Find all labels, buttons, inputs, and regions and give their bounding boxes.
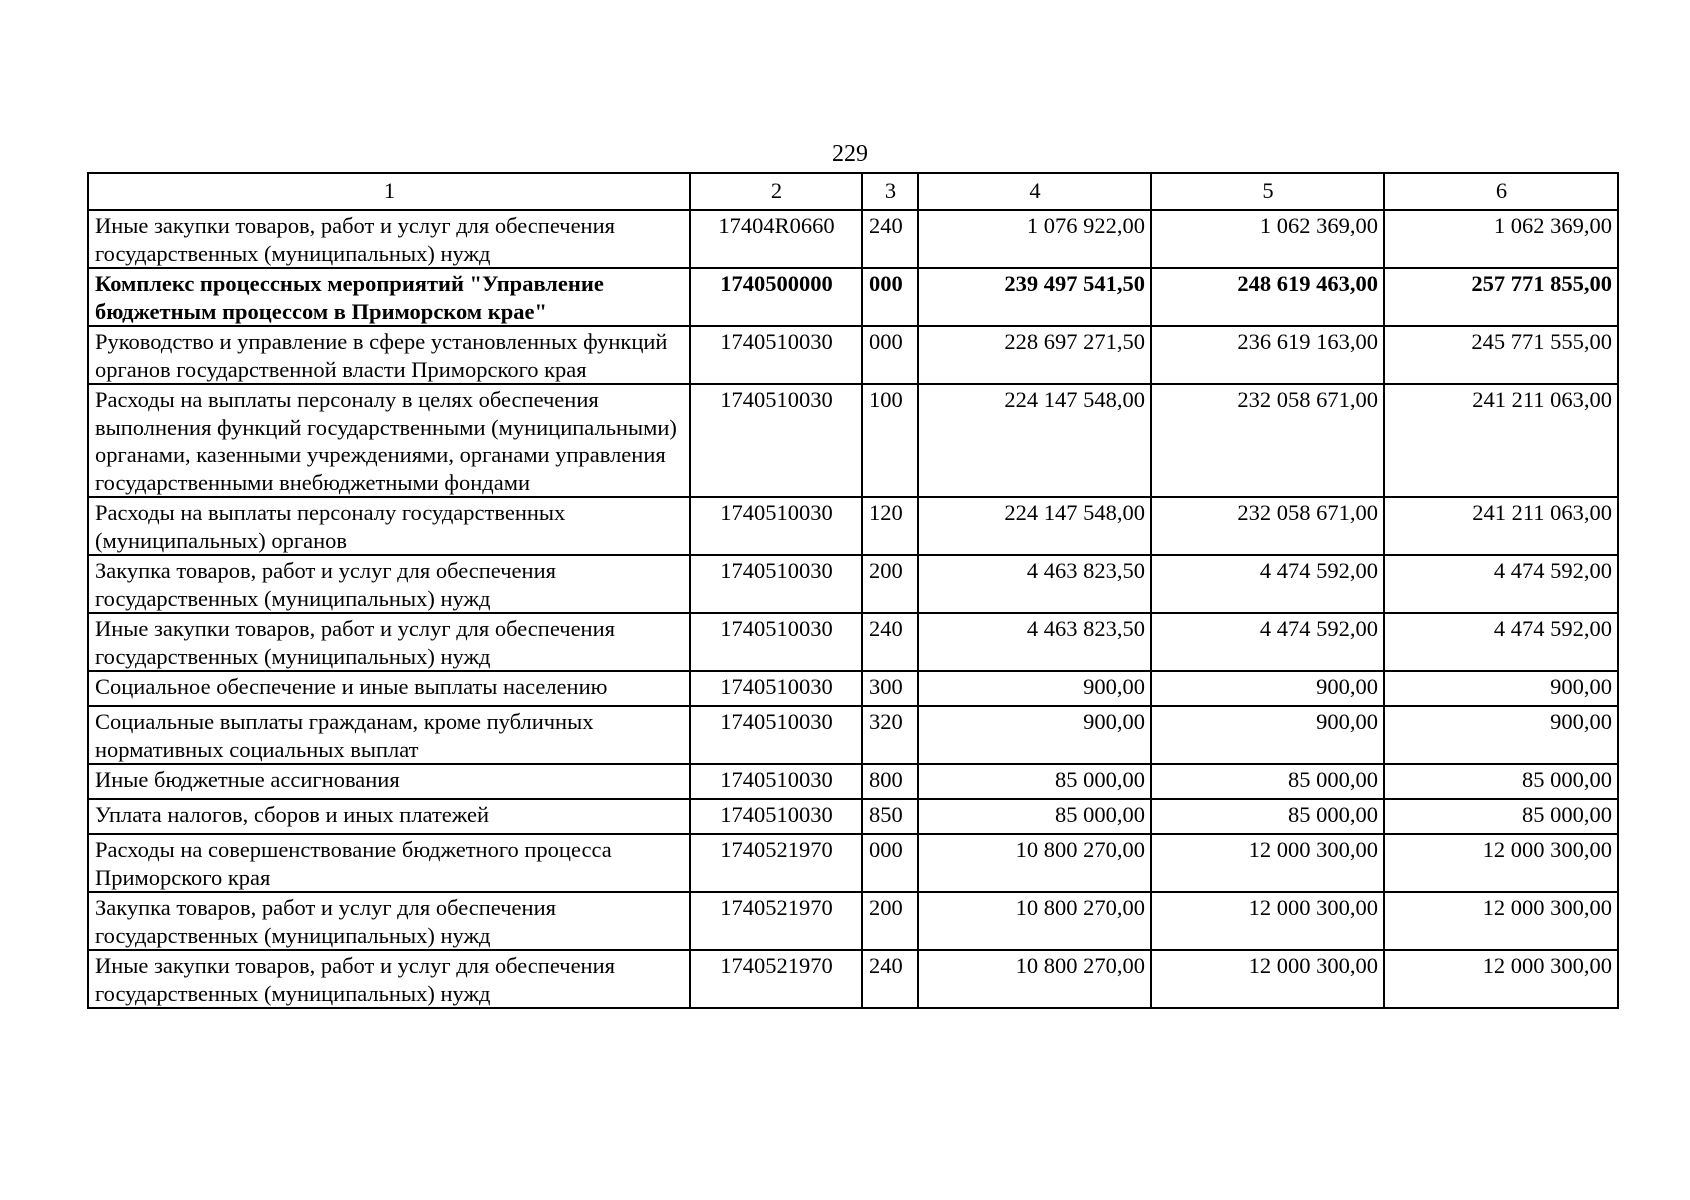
row-amount-col4: 4 463 823,50 bbox=[918, 555, 1151, 613]
table-row bbox=[88, 671, 1618, 706]
table-row bbox=[88, 268, 1618, 326]
table-row bbox=[88, 834, 1618, 892]
row-target-code: 1740510030 bbox=[690, 326, 862, 384]
row-amount-col6: 85 000,00 bbox=[1384, 799, 1618, 834]
row-expense-type: 200 bbox=[862, 555, 918, 613]
row-target-code: 1740510030 bbox=[690, 706, 862, 764]
row-amount-col5: 900,00 bbox=[1151, 671, 1384, 706]
column-header: 5 bbox=[1151, 173, 1384, 210]
row-expense-type: 240 bbox=[862, 210, 918, 268]
row-amount-col6: 12 000 300,00 bbox=[1384, 950, 1618, 1008]
row-amount-col4: 85 000,00 bbox=[918, 799, 1151, 834]
row-amount-col5: 236 619 163,00 bbox=[1151, 326, 1384, 384]
row-description: Закупка товаров, работ и услуг для обеспечения государственных (муниципальных) нужд bbox=[88, 555, 690, 613]
table-row bbox=[88, 555, 1618, 613]
row-description: Социальное обеспечение и иные выплаты населению bbox=[88, 671, 690, 706]
row-amount-col5: 4 474 592,00 bbox=[1151, 613, 1384, 671]
row-expense-type: 120 bbox=[862, 497, 918, 555]
row-amount-col4: 1 076 922,00 bbox=[918, 210, 1151, 268]
row-description: Иные закупки товаров, работ и услуг для обеспечения государственных (муниципальных) нужд bbox=[88, 613, 690, 671]
row-target-code: 1740510030 bbox=[690, 671, 862, 706]
row-amount-col6: 1 062 369,00 bbox=[1384, 210, 1618, 268]
row-target-code: 1740510030 bbox=[690, 799, 862, 834]
table-header bbox=[88, 173, 1618, 210]
row-amount-col4: 224 147 548,00 bbox=[918, 384, 1151, 497]
row-amount-col4: 228 697 271,50 bbox=[918, 326, 1151, 384]
column-header: 3 bbox=[862, 173, 918, 210]
row-target-code: 1740510030 bbox=[690, 384, 862, 497]
row-expense-type: 200 bbox=[862, 892, 918, 950]
table-row bbox=[88, 613, 1618, 671]
row-amount-col4: 239 497 541,50 bbox=[918, 268, 1151, 326]
table-row bbox=[88, 210, 1618, 268]
row-amount-col4: 900,00 bbox=[918, 706, 1151, 764]
row-description: Расходы на выплаты персоналу в целях обеспечения выполнения функций государственными (муниципальными) органами, казенными учреждениями, органами управления государственными внебюджетными фондами bbox=[88, 384, 690, 497]
row-amount-col6: 257 771 855,00 bbox=[1384, 268, 1618, 326]
row-expense-type: 800 bbox=[862, 764, 918, 799]
row-amount-col5: 4 474 592,00 bbox=[1151, 555, 1384, 613]
row-expense-type: 320 bbox=[862, 706, 918, 764]
row-description: Уплата налогов, сборов и иных платежей bbox=[88, 799, 690, 834]
row-description: Расходы на совершенствование бюджетного процесса Приморского края bbox=[88, 834, 690, 892]
row-description: Социальные выплаты гражданам, кроме публичных нормативных социальных выплат bbox=[88, 706, 690, 764]
row-amount-col6: 241 211 063,00 bbox=[1384, 497, 1618, 555]
column-header: 1 bbox=[88, 173, 690, 210]
row-expense-type: 240 bbox=[862, 613, 918, 671]
row-description: Расходы на выплаты персоналу государственных (муниципальных) органов bbox=[88, 497, 690, 555]
row-target-code: 1740521970 bbox=[690, 892, 862, 950]
column-header: 6 bbox=[1384, 173, 1618, 210]
row-amount-col6: 900,00 bbox=[1384, 671, 1618, 706]
row-expense-type: 000 bbox=[862, 268, 918, 326]
page-number: 229 bbox=[832, 141, 868, 167]
row-description: Руководство и управление в сфере установленных функций органов государственной власти Приморского края bbox=[88, 326, 690, 384]
table-body bbox=[88, 210, 1618, 1008]
budget-table bbox=[87, 172, 1619, 1009]
row-amount-col6: 4 474 592,00 bbox=[1384, 613, 1618, 671]
row-target-code: 1740510030 bbox=[690, 764, 862, 799]
column-header: 2 bbox=[690, 173, 862, 210]
row-amount-col6: 12 000 300,00 bbox=[1384, 834, 1618, 892]
row-description: Иные закупки товаров, работ и услуг для обеспечения государственных (муниципальных) нужд bbox=[88, 950, 690, 1008]
row-expense-type: 100 bbox=[862, 384, 918, 497]
row-amount-col4: 900,00 bbox=[918, 671, 1151, 706]
row-amount-col4: 10 800 270,00 bbox=[918, 950, 1151, 1008]
row-amount-col4: 85 000,00 bbox=[918, 764, 1151, 799]
row-expense-type: 240 bbox=[862, 950, 918, 1008]
row-expense-type: 300 bbox=[862, 671, 918, 706]
row-description: Комплекс процессных мероприятий "Управление бюджетным процессом в Приморском крае" bbox=[88, 268, 690, 326]
table-row bbox=[88, 799, 1618, 834]
row-amount-col6: 4 474 592,00 bbox=[1384, 555, 1618, 613]
row-expense-type: 000 bbox=[862, 834, 918, 892]
row-amount-col6: 245 771 555,00 bbox=[1384, 326, 1618, 384]
row-amount-col5: 1 062 369,00 bbox=[1151, 210, 1384, 268]
row-amount-col5: 12 000 300,00 bbox=[1151, 950, 1384, 1008]
header-row bbox=[88, 173, 1618, 210]
row-expense-type: 850 bbox=[862, 799, 918, 834]
column-header: 4 bbox=[918, 173, 1151, 210]
table-row bbox=[88, 384, 1618, 497]
table-row bbox=[88, 326, 1618, 384]
row-amount-col5: 232 058 671,00 bbox=[1151, 497, 1384, 555]
row-target-code: 1740500000 bbox=[690, 268, 862, 326]
row-amount-col4: 4 463 823,50 bbox=[918, 613, 1151, 671]
row-expense-type: 000 bbox=[862, 326, 918, 384]
row-amount-col5: 85 000,00 bbox=[1151, 799, 1384, 834]
row-amount-col6: 241 211 063,00 bbox=[1384, 384, 1618, 497]
row-amount-col5: 900,00 bbox=[1151, 706, 1384, 764]
row-description: Закупка товаров, работ и услуг для обеспечения государственных (муниципальных) нужд bbox=[88, 892, 690, 950]
row-amount-col4: 224 147 548,00 bbox=[918, 497, 1151, 555]
row-target-code: 1740510030 bbox=[690, 613, 862, 671]
row-amount-col5: 248 619 463,00 bbox=[1151, 268, 1384, 326]
table-row bbox=[88, 706, 1618, 764]
row-amount-col4: 10 800 270,00 bbox=[918, 892, 1151, 950]
row-description: Иные бюджетные ассигнования bbox=[88, 764, 690, 799]
table-row bbox=[88, 892, 1618, 950]
row-target-code: 1740510030 bbox=[690, 497, 862, 555]
row-amount-col5: 12 000 300,00 bbox=[1151, 892, 1384, 950]
table-row bbox=[88, 764, 1618, 799]
row-amount-col4: 10 800 270,00 bbox=[918, 834, 1151, 892]
table-row bbox=[88, 497, 1618, 555]
row-amount-col6: 12 000 300,00 bbox=[1384, 892, 1618, 950]
row-amount-col5: 12 000 300,00 bbox=[1151, 834, 1384, 892]
row-target-code: 1740521970 bbox=[690, 950, 862, 1008]
row-target-code: 1740510030 bbox=[690, 555, 862, 613]
row-target-code: 1740521970 bbox=[690, 834, 862, 892]
row-amount-col5: 232 058 671,00 bbox=[1151, 384, 1384, 497]
row-amount-col5: 85 000,00 bbox=[1151, 764, 1384, 799]
row-amount-col6: 900,00 bbox=[1384, 706, 1618, 764]
table-row bbox=[88, 950, 1618, 1008]
row-target-code: 17404R0660 bbox=[690, 210, 862, 268]
row-amount-col6: 85 000,00 bbox=[1384, 764, 1618, 799]
row-description: Иные закупки товаров, работ и услуг для обеспечения государственных (муниципальных) нужд bbox=[88, 210, 690, 268]
